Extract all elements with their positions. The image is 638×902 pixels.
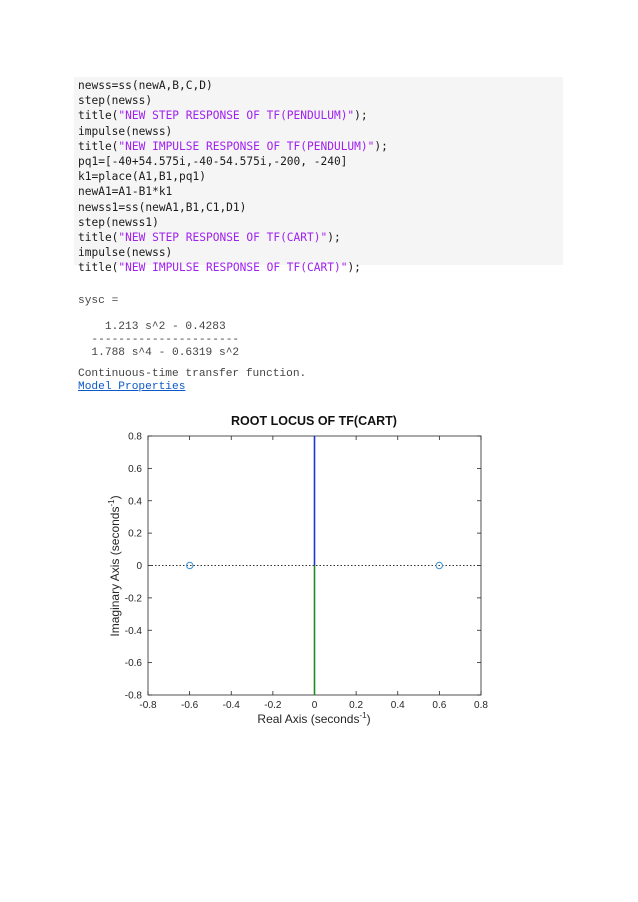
- code-text: step(newss1): [78, 215, 159, 229]
- code-string: "NEW STEP RESPONSE OF TF(CART)": [118, 230, 328, 244]
- code-line: [78, 215, 563, 230]
- code-line: [78, 124, 563, 139]
- x-tick-label: 0.6: [432, 700, 447, 711]
- code-line: [78, 200, 563, 215]
- y-tick-label: 0.6: [128, 463, 142, 475]
- code-string: "NEW IMPULSE RESPONSE OF TF(PENDULUM)": [118, 139, 375, 153]
- code-text: pq1=[-40+54.575i,-40-54.575i,-200, -240]: [78, 154, 348, 168]
- code-text: );: [354, 109, 368, 123]
- code-text: );: [374, 139, 388, 153]
- code-text: title(: [78, 230, 119, 244]
- y-tick-label: -0.2: [124, 593, 142, 605]
- x-axis-label: Real Axis (seconds$^{-1}$): [257, 711, 371, 726]
- code-line: [78, 184, 563, 199]
- code-text: k1=place(A1,B1,pq1): [78, 170, 206, 184]
- code-text: step(newss): [78, 94, 153, 108]
- code-text: newss=ss(newA,B,C,D): [78, 79, 213, 92]
- y-axis-label: Imaginary Axis (seconds$^{-1}$): [107, 495, 122, 637]
- code-text: title(: [78, 139, 119, 153]
- blank-line: [78, 360, 498, 368]
- transfer-divider: ----------------------: [78, 334, 240, 346]
- code-text: impulse(newss): [78, 124, 173, 138]
- code-line: [78, 139, 563, 154]
- code-text: title(: [78, 109, 119, 123]
- code-string: "NEW STEP RESPONSE OF TF(PENDULUM)": [118, 109, 355, 123]
- code-text: impulse(newss): [78, 246, 173, 260]
- blank-line: [78, 308, 498, 321]
- root-locus-chart: [95, 405, 515, 740]
- y-tick-label: -0.6: [124, 658, 142, 670]
- code-text: );: [347, 261, 361, 275]
- code-line: [78, 154, 563, 169]
- y-tick-label: 0.8: [128, 431, 142, 443]
- y-tick-label: 0.2: [128, 528, 142, 540]
- command-output: [78, 295, 498, 394]
- x-tick-label: -0.4: [222, 700, 240, 711]
- transfer-numerator: 1.213 s^2 - 0.4283: [78, 321, 226, 333]
- x-tick-label: -0.8: [139, 700, 157, 711]
- code-text: );: [327, 230, 341, 244]
- x-tick-label: 0: [311, 700, 318, 711]
- y-tick-label: 0: [136, 561, 142, 572]
- y-tick-label: -0.8: [124, 690, 142, 702]
- x-tick-label: 0.4: [390, 700, 405, 711]
- x-tick-label: 0.2: [349, 700, 364, 711]
- y-tick-label: 0.4: [128, 496, 142, 508]
- code-line: [78, 260, 563, 275]
- code-line: [78, 169, 563, 184]
- code-text: newss1=ss(newA1,B1,C1,D1): [78, 200, 247, 214]
- x-tick-label: 0.8: [474, 700, 488, 711]
- output-variable: sysc =: [78, 295, 119, 307]
- code-line: [78, 230, 563, 245]
- code-line: [78, 78, 563, 93]
- model-properties-link[interactable]: Model Properties: [78, 381, 186, 393]
- code-line: [78, 245, 563, 260]
- code-line: [78, 93, 563, 108]
- chart-title: ROOT LOCUS OF TF(CART): [231, 414, 397, 428]
- y-tick-label: -0.4: [124, 625, 142, 637]
- output-description: Continuous-time transfer function.: [78, 368, 307, 380]
- code-text: newA1=A1-B1*k1: [78, 185, 173, 199]
- transfer-denominator: 1.788 s^4 - 0.6319 s^2: [78, 347, 240, 359]
- x-tick-label: -0.6: [181, 700, 199, 711]
- code-text: title(: [78, 261, 119, 275]
- code-string: "NEW IMPULSE RESPONSE OF TF(CART)": [118, 261, 348, 275]
- x-tick-label: -0.2: [264, 700, 282, 711]
- code-block: [74, 77, 563, 275]
- code-line: [78, 108, 563, 123]
